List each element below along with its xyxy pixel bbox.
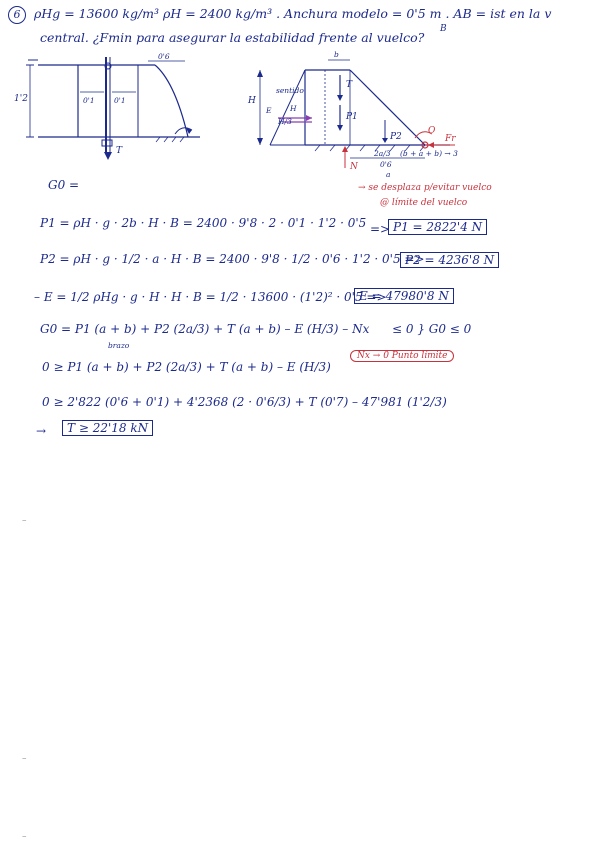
p1-arrow: => [370,222,391,236]
fig-right-P2-label: P2 [390,132,402,142]
p1-expression: P1 = ρH · g · 2b · H · B = 2400 · 9'8 · 2 · 0'1 · 1'2 · 0'5 [40,216,367,230]
fig-right-b-label: b [334,50,339,59]
fig-left-d2-label: 0'1 [114,96,126,105]
final-result-box: T ≥ 22'18 kN [62,420,153,436]
width-symbol: B [440,24,447,34]
final-arrow: → [36,424,47,438]
problem-header-text: ρHg = 13600 kg/m³ ρH = 2400 kg/m³ . Anchura modelo = 0'5 m . AB = ist en la v [33,6,552,21]
fig-left-top-label: 0'6 [158,52,170,61]
fig-right-a-label: a [386,170,391,179]
fig-right-note-line2: @ límite del vuelco [380,198,468,208]
page-mark-dash-3: – [22,832,27,842]
g0-expression: G0 = P1 (a + b) + P2 (2a/3) + T (a + b) – E (H/3) – Nx [40,322,370,336]
fig-left-height-label: 1'2 [14,94,28,104]
fig-left-d1-label: 0'1 [83,96,95,105]
fig-right-H-label: H [248,96,256,106]
g0-label: G0 = [48,178,80,192]
e-expression: – E = 1/2 ρHg · g · H · H · B = 1/2 · 13600 · (1'2)² · 0'5 => [34,290,387,304]
fig-right-E-label: E [266,106,272,115]
page-mark-dash-2: – [22,754,27,764]
fig-right-P1-label: P1 [346,112,358,122]
e-result-box: E = 47980'8 N [354,288,454,304]
fig-right-N-label: N [350,162,358,172]
g0-brace-condition: ≤ 0 } G0 ≤ 0 [392,322,472,336]
fig-right-H3-label: H/3 [278,117,292,126]
fig-right-Fr-label: Fr [445,134,456,144]
fig-right-2a3-label: 2a/3 [374,149,391,158]
fig-right-H-inner-label: H [290,104,297,113]
fig-right-sentido-label: sentido [276,86,304,95]
brazo-label: brazo [108,341,130,350]
fig-right-O-label: O [428,126,436,136]
fig-right-expr-label: (b + a + b) → 3 [400,149,458,158]
nx-limit-note: Nx → 0 Punto límite [350,350,454,362]
p2-expression: P2 = ρH · g · 1/2 · a · H · B = 2400 · 9'8 · 1/2 · 0'6 · 1'2 · 0'5 => [40,252,425,266]
fig-right-06-label: 0'6 [380,160,392,169]
figure-left [10,52,210,162]
p1-result-box: P1 = 2822'4 N [388,219,487,235]
fig-right-note-line1: → se desplaza p/evitar vuelco [358,183,492,193]
page-mark-dash-1: – [22,516,27,526]
problem-header-line1 [8,6,551,24]
fig-left-force-label: T [116,146,123,156]
inequality-2: 0 ≥ 2'822 (0'6 + 0'1) + 4'2368 (2 · 0'6/3) + T (0'7) – 47'981 (1'2/3) [42,395,447,409]
problem-header-line2: central. ¿Fmin para asegurar la estabilidad frente al vuelco? [40,30,425,45]
problem-number-circle: 6 [8,6,26,24]
fig-right-T-label: T [346,80,353,90]
p2-result-box: P2 = 4236'8 N [400,252,499,268]
inequality-1: 0 ≥ P1 (a + b) + P2 (2a/3) + T (a + b) – E (H/3) [42,360,331,374]
